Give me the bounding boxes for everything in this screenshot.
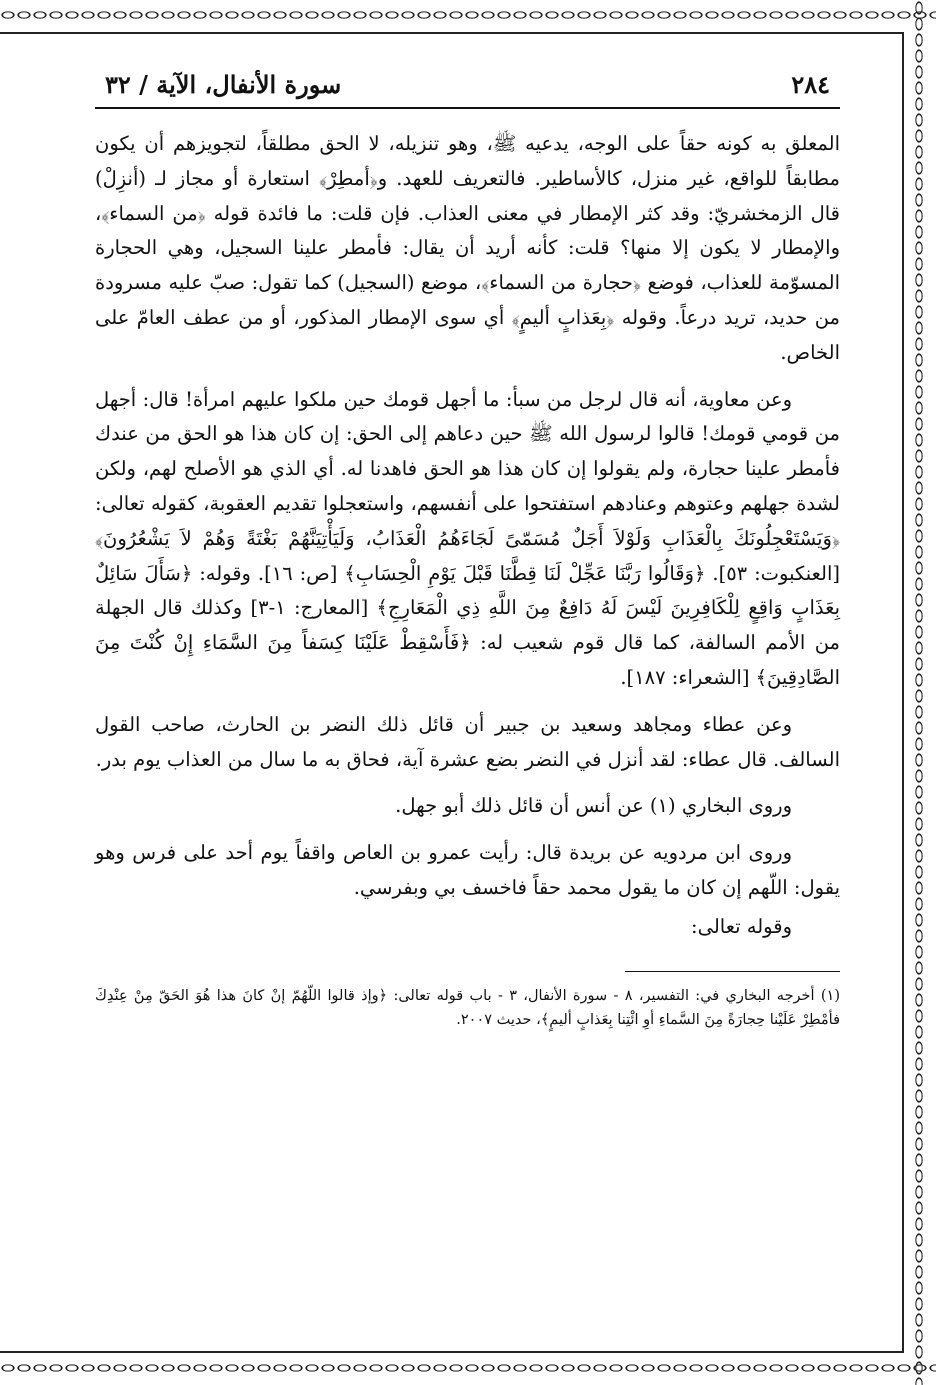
frame-line-right [902,32,904,1353]
section-title: سورة الأنفال، الآية / ٣٢ [105,70,342,99]
paragraph-6: وقوله تعالى: [691,914,792,938]
paragraph-3: وعن عطاء ومجاهد وسعيد بن جبير أن قائل ذلك النضر بن الحارث، صاحب القول السالف. قال عطاء: لقد أنزل في النضر بضع عشرة آية، فحاق به ما سال من العذاب يوم بدر. [95,712,840,771]
decorative-border-top [0,0,936,34]
paragraph-4: وروى البخاري (١) عن أنس أن قائل ذلك أبو جهل. [395,794,792,818]
body-text [95,127,840,945]
decorative-border-right [902,0,936,1385]
frame-line-top [0,32,902,34]
decorative-border-bottom [0,1351,936,1385]
footnote: (١) أخرجه البخاري في: التفسير، ٨ - سورة الأنفال، ٣ - باب قوله تعالى: ﴿وإذ قالوا اللّهُمّ إنْ كانَ هذا هُوَ الحَقّ مِنْ عِنْدِكَ فأمْطِرْ عَلَيْنا حِجارَةً مِنَ السَّماءِ أوِ ائْتِنا بِعَذابٍ أليمٍ﴾، حديث ٢٠٠٧. [95,987,840,1028]
paragraph-2: وعن معاوية، أنه قال لرجل من سبأ: ما أجهل قومك حين ملكوا عليهم امرأة! قال: أجهل من قومي قومك! قالوا لرسول الله ﷺ حين دعاهم إلى الحق: إن كان هذا هو الحق من عندك فأمطر علينا حجارة، ولم يقولوا إن كان هذا هو الحق فاهدنا له. أي الذي هو الأصلح لهم، ولكن لشدة جهلهم وعتوهم وعنادهم استفتحوا على أنفسهم، واستعجلوا تقديم العقوبة، كقوله تعالى: ﴿وَيَسْتَعْجِلُونَكَ بِالْعَذَابِ وَلَوْلاَ أَجَلٌ مُسَمّىً لَجَاءَهُمُ الْعَذَابُ، وَلَيَأْتِيَنَّهُمْ بَغْتَةً وَهُمْ لاَ يَشْعُرُونَ﴾ [العنكبوت: ٥٣]. ﴿وَقَالُوا رَبَّنَا عَجِّلْ لَنَا قِطَّنَا قَبْلَ يَوْمِ الْحِسَابِ﴾ [ص: ١٦]. وقوله: ﴿سَأَلَ سَائِلٌ بِعَذَابٍ وَاقِعٍ لِلْكَافِرِينَ لَيْسَ لَهُ دَافِعٌ مِنَ اللَّهِ ذِي الْمَعَارِجِ﴾ [المعارج: ١-٣] وكذلك قال الجهلة من الأمم السالفة، كما قال قوم شعيب له: ﴿فَأَسْقِطْ عَلَيْنَا كِسَفاً مِنَ السَّمَاءِ إِنْ كُنْتَ مِنَ الصَّادِقِينَ﴾ [الشعراء: ١٨٧]. [95,387,840,689]
running-header [95,70,840,109]
paragraph-5: وروى ابن مردويه عن بريدة قال: رأيت عمرو بن العاص واقفاً يوم أحد على فرس وهو يقول: اللّهم إن كان ما يقول محمد حقاً فاخسف بي وبفرسي. [95,841,840,899]
paragraph-1: المعلق به كونه حقاً على الوجه، يدعيه ﷺ، وهو تنزيله، لا الحق مطلقاً، لتجويزهم أن يكون مطابقاً للواقع، غير منزل، كالأساطير. فالتعريف للعهد. و﴿أمطِرْ﴾ استعارة أو مجاز لـ (أنزِلْ) قال الزمخشريّ: وقد كثر الإمطار في معنى العذاب. فإن قلت: ما فائدة قوله ﴿من السماء﴾، والإمطار لا يكون إلا منها؟ قلت: كأنه أريد أن يقال: فأمطر علينا السجيل، وهي الحجارة المسوّمة للعذاب، فوضع ﴿حجارة من السماء﴾، موضع (السجيل) كما تقول: صبّ عليه مسرودة من حديد، تريد درعاً. وقوله ﴿بِعَذابٍ أليمٍ﴾ أي سوى الإمطار المذكور، أو من عطف العامّ على الخاص. [95,132,840,364]
frame-line-bottom [0,1351,902,1353]
page-number: ٢٨٤ [791,70,830,99]
page-content [95,70,840,1032]
footnote-separator [625,971,840,972]
